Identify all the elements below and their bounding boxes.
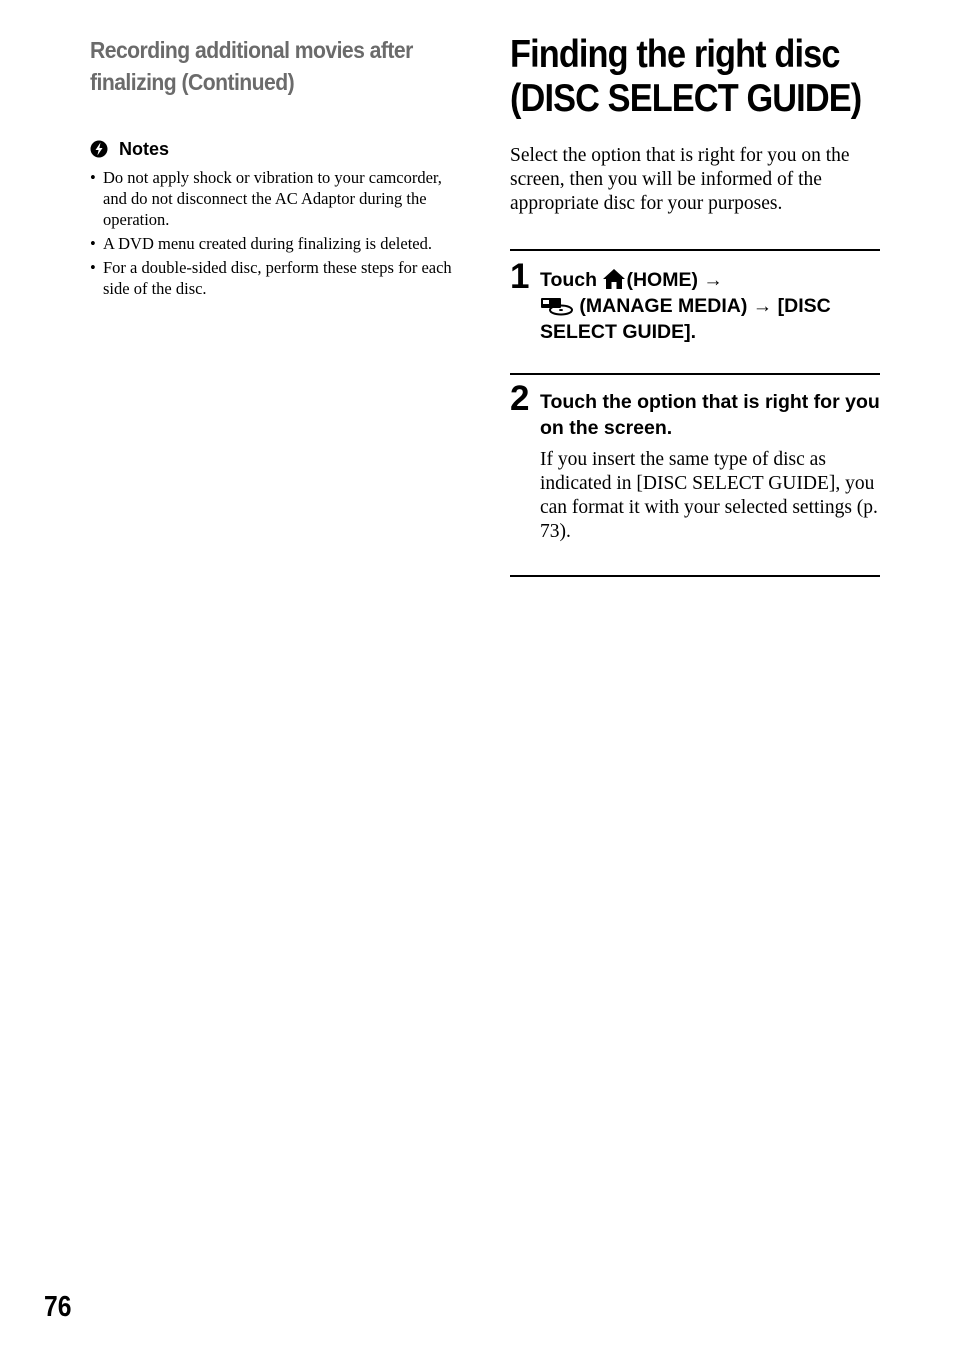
notes-label: Notes bbox=[119, 139, 170, 159]
step-manage-text: (MANAGE MEDIA) → [DISC SELECT GUIDE]. bbox=[540, 295, 831, 343]
step-1 bbox=[510, 249, 880, 373]
bullet: • bbox=[90, 258, 96, 277]
bullet: • bbox=[90, 234, 96, 253]
note-text: Do not apply shock or vibration to your camcorder, and do not disconnect the AC Adaptor during the operation. bbox=[103, 168, 442, 229]
list-item bbox=[90, 233, 460, 254]
intro-paragraph: Select the option that is right for you on the screen, then you will be informed of the appropriate disc for your purposes. bbox=[510, 145, 850, 214]
section-heading bbox=[90, 34, 430, 98]
list-item bbox=[90, 257, 460, 299]
bullet: • bbox=[90, 168, 96, 187]
list-item bbox=[90, 167, 460, 230]
right-column bbox=[510, 33, 880, 577]
page-title-line1: Finding the right disc bbox=[510, 33, 840, 76]
notes-list bbox=[90, 167, 460, 299]
step-home-text: (HOME) → bbox=[626, 269, 723, 291]
step-instruction: Touch the option that is right for you on the screen. bbox=[540, 391, 880, 439]
note-text: For a double-sided disc, perform these steps for each side of the disc. bbox=[103, 258, 452, 298]
step-description: If you insert the same type of disc as indicated in [DISC SELECT GUIDE], you can format it with your selected settings (p. 73). bbox=[540, 449, 878, 542]
step-touch-text: Touch bbox=[540, 269, 598, 291]
home-icon bbox=[602, 268, 626, 290]
section-heading-line2: finalizing (Continued) bbox=[90, 69, 295, 95]
page-number: 76 bbox=[44, 1291, 72, 1323]
left-column bbox=[90, 34, 460, 302]
divider bbox=[510, 575, 880, 577]
section-heading-line1: Recording additional movies after bbox=[90, 37, 413, 63]
step-instruction bbox=[540, 257, 880, 345]
page-title-line2: (DISC SELECT GUIDE) bbox=[510, 77, 862, 120]
step-number: 2 bbox=[510, 379, 530, 418]
page-title bbox=[510, 33, 862, 121]
notes-warning-icon bbox=[90, 140, 108, 158]
manage-media-icon bbox=[540, 296, 574, 316]
step-number: 1 bbox=[510, 257, 530, 296]
notes-header bbox=[90, 138, 460, 160]
note-text: A DVD menu created during finalizing is deleted. bbox=[103, 234, 432, 253]
step-2 bbox=[510, 373, 880, 575]
